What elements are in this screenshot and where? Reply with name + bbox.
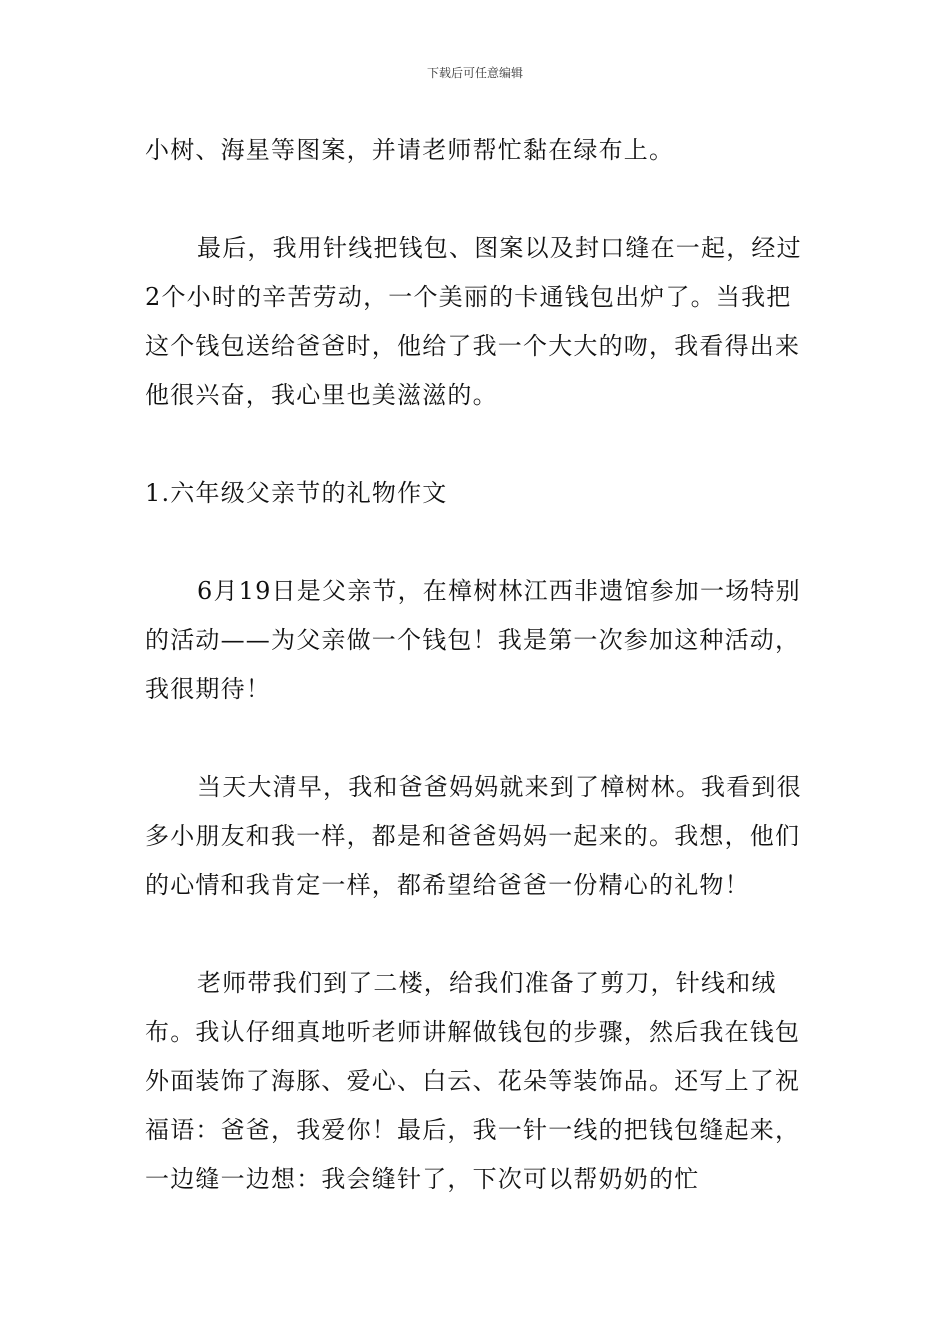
paragraph-gap — [145, 420, 810, 469]
section-heading: 1.六年级父亲节的礼物作文 — [145, 479, 448, 507]
paragraph-gap — [145, 714, 810, 763]
paragraph-wallet-finished: 最后，我用针线把钱包、图案以及封口缝在一起，经过2个小时的辛苦劳动，一个美丽的卡通钱包出炉了。当我把这个钱包送给爸爸时，他给了我一个大大的吻，我看得出来他很兴奋，我心里也美滋滋的。 — [145, 234, 802, 409]
paragraph-gap — [145, 175, 810, 224]
page-header: 下载后可任意编辑 — [426, 66, 523, 80]
paragraph-continuation: 小树、海星等图案，并请老师帮忙黏在绿布上。 — [145, 136, 675, 164]
paragraph-fathers-day: 6月19日是父亲节，在樟树林江西非遗馆参加一场特别的活动——为父亲做一个钱包！我是第一次参加这种活动，我很期待！ — [145, 577, 801, 703]
document-body — [145, 126, 810, 1204]
paragraph-gap — [145, 910, 810, 959]
paragraph-morning: 当天大清早，我和爸爸妈妈就来到了樟树林。我看到很多小朋友和我一样，都是和爸爸妈妈一起来的。我想，他们的心情和我肯定一样，都希望给爸爸一份精心的礼物！ — [145, 773, 802, 899]
paragraph-gap — [145, 518, 810, 567]
paragraph-making-wallet: 老师带我们到了二楼，给我们准备了剪刀，针线和绒布。我认仔细真地听老师讲解做钱包的步骤，然后我在钱包外面装饰了海豚、爱心、白云、花朵等装饰品。还写上了祝福语：爸爸，我爱你！最后，我一针一线的把钱包缝起来，一边缝一边想：我会缝针了，下次可以帮奶奶的忙 — [145, 969, 801, 1193]
